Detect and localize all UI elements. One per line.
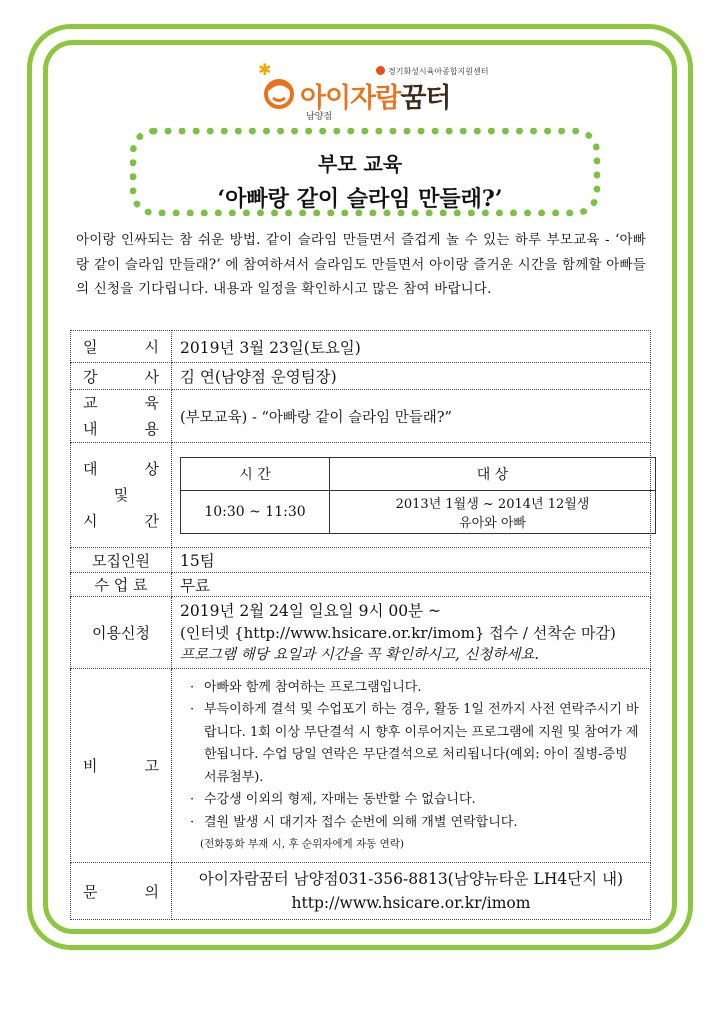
row-instructor: [71, 363, 651, 390]
schedule-time: 10:30 ~ 11:30: [181, 490, 330, 533]
row-fee: [71, 573, 651, 597]
value-instructor: 김 연(남양점 운영팀장): [172, 363, 651, 390]
label-char: 및: [113, 486, 129, 504]
remarks-item-text: 부득이하게 결석 및 수업포기 하는 경우, 활동 1일 전까지 사전 연락주시기 바랍니다. 1회 이상 무단결석 시 향후 이루어지는 프로그램에 지원 및 참여가 제한됩니다. 수업 당일 연락은 무단결석으로 처리됩니다(예외: 아이 질병-증빙서류첨부).: [204, 702, 639, 785]
label-char: 의: [144, 882, 159, 901]
label-content: [71, 390, 172, 443]
org-mark-icon: [376, 66, 385, 75]
bullet-icon: ·: [190, 792, 195, 808]
remarks-item: [190, 812, 640, 835]
brand-name-part2: 꿈터: [400, 83, 451, 114]
apply-line1: 2019년 2월 24일 일요일 9시 00분 ~: [180, 601, 441, 620]
branch-name: 남양점: [306, 112, 333, 122]
row-content: [71, 390, 651, 443]
label-char: 비: [83, 757, 98, 775]
title-line2: ‘아빠랑 같이 슬라임 만들래?’: [217, 186, 503, 212]
schedule-row: [181, 490, 656, 533]
remarks-item: [190, 789, 640, 812]
label-char: 대: [83, 460, 98, 478]
label-char: 내: [83, 420, 98, 438]
info-table: [70, 330, 651, 920]
value-content: (부모교육) - “아빠랑 같이 슬라임 만들래?”: [172, 390, 651, 443]
label-char: 용: [144, 420, 159, 438]
label-char: 고: [144, 757, 159, 775]
schedule-header-time: 시 간: [181, 457, 330, 490]
label-remarks: [71, 669, 172, 863]
row-capacity: [71, 548, 651, 573]
star-icon: ✱: [258, 60, 272, 79]
label-instructor: [71, 363, 172, 390]
bullet-icon: ·: [190, 679, 195, 695]
label-capacity: 모집인원: [71, 548, 172, 573]
intro-paragraph: 아이랑 인싸되는 참 쉬운 방법. 같이 슬라임 만들면서 즐겁게 놀 수 있는 하루 부모교육 - ‘아빠랑 같이 슬라임 만들래?’ 에 참여하셔서 슬라임도 만들면서 아이랑 즐거운 시간을 함께할 아빠들의 신청을 기다립니다. 내용과 일정을 확인하시고 많은 참여 바랍니다.: [76, 232, 646, 297]
label-char: 강: [83, 367, 98, 386]
label-fee: 수 업 료: [71, 573, 172, 597]
remarks-item-text: 수강생 이외의 형제, 자매는 동반할 수 없습니다.: [204, 792, 476, 808]
value-apply: [172, 597, 651, 669]
org-name-text: 경기화성시육아종합지원센터: [388, 67, 489, 76]
row-remarks: [71, 669, 651, 863]
bullet-icon: ·: [190, 702, 195, 718]
label-target-time: [71, 443, 172, 548]
schedule-target: [330, 490, 656, 533]
label-char: 시: [144, 338, 159, 356]
label-char: 교: [83, 394, 98, 412]
value-target-time: [172, 443, 651, 548]
schedule-header-target: 대 상: [330, 457, 656, 490]
value-fee: 무료: [172, 573, 651, 597]
label-char: 문: [83, 882, 98, 901]
value-date: 2019년 3월 23일(토요일): [172, 331, 651, 363]
schedule-target-line2: 유아와 아빠: [459, 515, 526, 531]
row-apply: [71, 597, 651, 669]
remarks-small-note: (전화통화 부재 시, 후 순위자에게 자동 연락): [200, 838, 404, 851]
inquiry-contact: 아이자람꿈터 남양점031-356-8813(남양뉴타운 LH4단지 내): [198, 870, 624, 888]
remarks-list: [190, 677, 640, 835]
title-line1: 부모 교육: [317, 152, 403, 176]
label-inquiry: [71, 863, 172, 920]
remarks-item-text: 결원 발생 시 대기자 접수 순번에 의해 개별 연락합니다.: [204, 814, 518, 830]
inquiry-url-link[interactable]: http://www.hsicare.or.kr/imom: [291, 894, 531, 912]
label-char: 사: [144, 367, 159, 386]
row-inquiry: [71, 863, 651, 920]
schedule-target-line1: 2013년 1월생 ~ 2014년 12월생: [395, 496, 590, 512]
schedule-header-row: [181, 457, 656, 490]
remarks-item: [190, 677, 640, 700]
label-char: 육: [144, 394, 159, 412]
value-inquiry: [172, 863, 651, 920]
schedule-table: [180, 457, 656, 534]
apply-line3: 프로그램 해당 요일과 시간을 꼭 확인하시고, 신청하세요.: [180, 646, 540, 663]
center-logo: [252, 60, 489, 126]
apply-line2: (인터넷 {http://www.hsicare.or.kr/imom} 접수 / 선착순 마감): [180, 623, 616, 642]
label-date: [71, 331, 172, 363]
row-date: [71, 331, 651, 363]
label-char: 상: [144, 460, 159, 478]
label-apply: 이용신청: [71, 597, 172, 669]
remarks-item-text: 아빠와 함께 참여하는 프로그램입니다.: [204, 679, 422, 695]
bullet-icon: ·: [190, 814, 195, 830]
row-target-time: [71, 443, 651, 548]
child-face-icon: [262, 76, 296, 110]
remarks-item: [190, 699, 640, 789]
value-remarks: [172, 669, 651, 863]
label-char: 일: [83, 338, 98, 356]
value-capacity: 15팀: [172, 548, 651, 573]
brand-name-part1: 아이자람: [300, 83, 401, 114]
label-char: 간: [144, 512, 159, 530]
label-char: 시: [83, 512, 98, 530]
